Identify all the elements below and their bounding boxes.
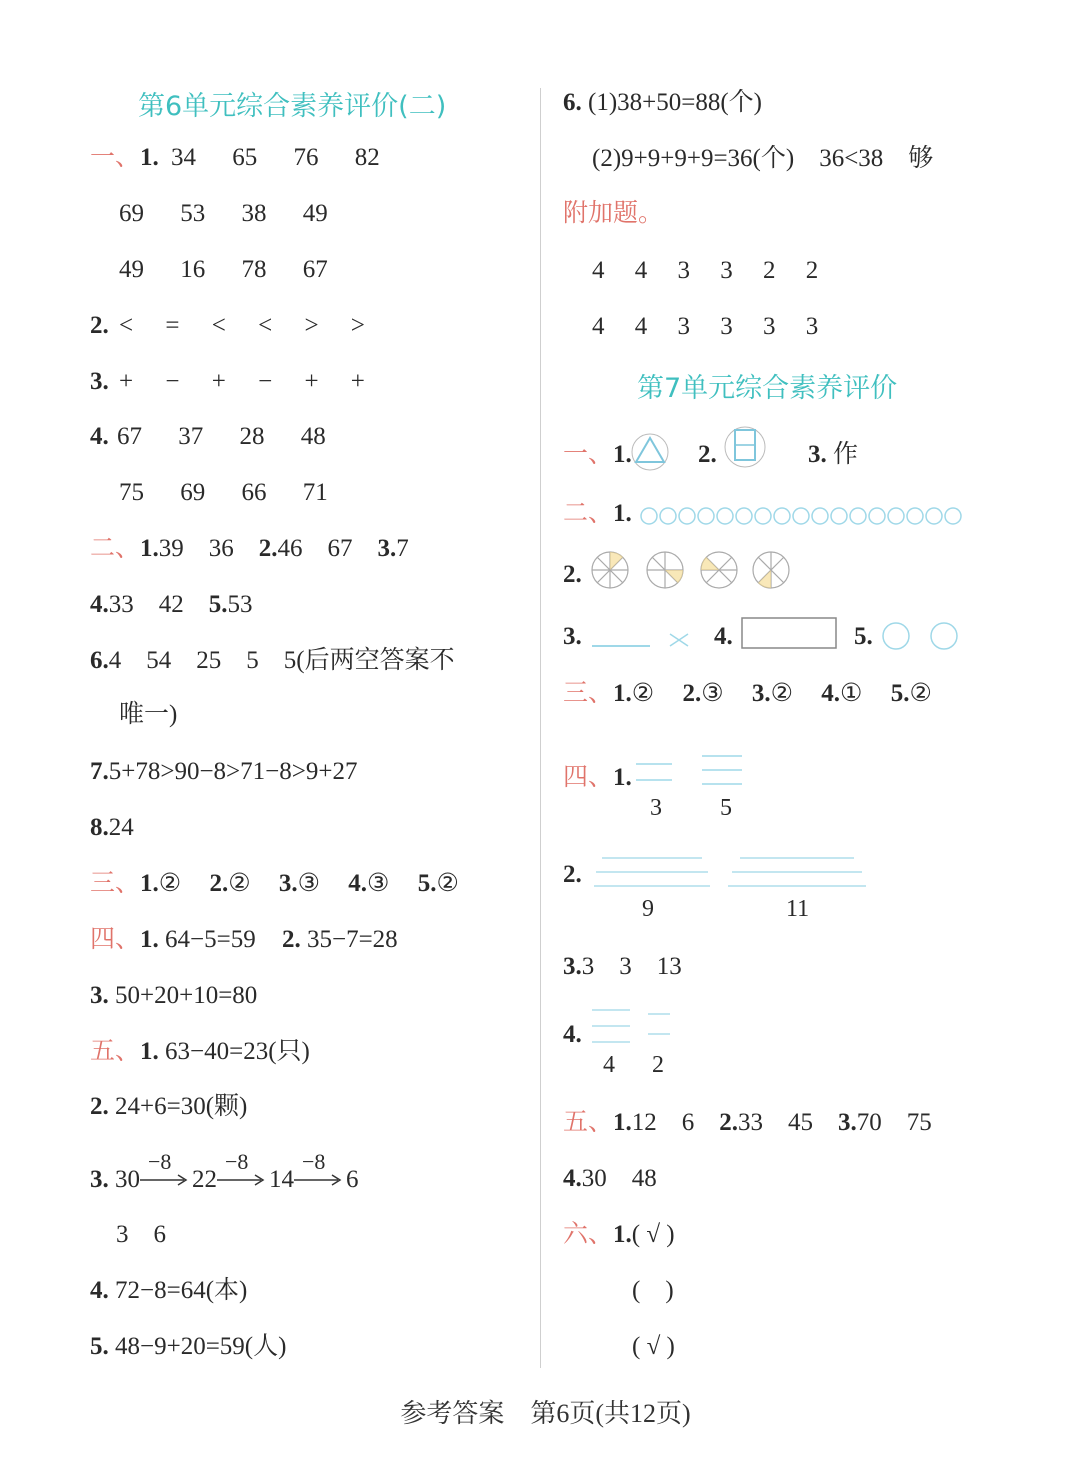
answer-value: 49 <box>302 200 328 227</box>
question-number: 1. <box>613 680 632 707</box>
figure-caption: 5 <box>720 795 732 821</box>
section-label: 五、 <box>90 1038 141 1065</box>
answer-value: 82 <box>354 144 380 171</box>
question-number: 3. <box>278 870 298 897</box>
question-number: 4. <box>563 1165 582 1192</box>
left-s5-q1 <box>90 1037 310 1067</box>
question-number: 4. <box>90 1277 109 1304</box>
answer-value: ② <box>228 870 251 897</box>
answer-value: 72−8=64(本) <box>115 1277 248 1304</box>
answer-value: 35−7=28 <box>306 926 398 953</box>
right-s6-row3: ( √ ) <box>632 1333 675 1360</box>
answer-value: 22 <box>192 1166 217 1193</box>
sketch-figure <box>632 750 752 790</box>
answer-value: = <box>165 312 180 339</box>
answer-value: 39 36 <box>158 535 234 562</box>
bonus-row1 <box>592 256 818 286</box>
answer-value: 3 <box>805 313 819 340</box>
answer-value: 16 <box>180 256 206 283</box>
answer-value: ( √ ) <box>631 1221 675 1248</box>
question-number: 4. <box>714 623 733 650</box>
circle-pair-figure <box>880 620 962 652</box>
left-s1-q4-row2 <box>119 478 328 508</box>
left-s2-q7 <box>90 757 357 787</box>
question-number: 1. <box>613 764 632 791</box>
left-s1-q1-row1 <box>90 143 380 173</box>
figure-caption: 2 <box>652 1052 664 1078</box>
answer-value: 4 54 25 5 5(后两空答案不 <box>108 647 455 674</box>
arrow-icon <box>217 1149 269 1193</box>
step-label: −8 <box>302 1149 326 1175</box>
left-s2-q6 <box>90 646 455 676</box>
right-s6-row2: ( ) <box>632 1277 674 1304</box>
answer-value: < <box>211 312 226 339</box>
right-s4-q1 <box>563 763 632 793</box>
answer-value: 64−5=59 <box>165 926 256 953</box>
question-number: 5. <box>854 623 873 650</box>
arrow-icon <box>140 1149 192 1193</box>
answer-value: 3 <box>720 257 733 284</box>
right-s1-row <box>563 440 632 470</box>
left-s2-row2 <box>90 590 253 620</box>
answer-value: 67 <box>117 423 142 450</box>
question-number: 1. <box>140 535 159 562</box>
answer-value: 71 <box>302 479 328 506</box>
answer-value: 53 <box>227 591 253 618</box>
right-q6-2: (2)9+9+9+9=36(个) 36<38 够 <box>592 145 934 172</box>
question-number: 1. <box>613 500 632 527</box>
answer-value: > <box>304 312 319 339</box>
question-number: 1. <box>140 870 159 897</box>
answer-value: + <box>304 368 319 395</box>
step-label: −8 <box>225 1149 249 1175</box>
right-s5-row1 <box>563 1108 932 1138</box>
answer-value: > <box>350 312 365 339</box>
triangle-figure <box>630 432 670 472</box>
answer-value: 3 <box>720 313 733 340</box>
figure-caption: 9 <box>642 896 654 922</box>
question-number: 3. <box>808 441 827 468</box>
answer-value: + <box>119 368 134 395</box>
page-footer: 参考答案 第6页(共12页) <box>400 1399 691 1428</box>
question-number: 1. <box>140 1038 159 1065</box>
answer-value: 33 45 <box>738 1109 814 1136</box>
section-label: 三、 <box>90 870 141 897</box>
answer-value: 4 <box>592 313 605 340</box>
left-s3-row <box>90 869 459 899</box>
section-label: 一、 <box>90 144 141 171</box>
left-section-title: 第6单元综合素养评价(二) <box>138 91 447 122</box>
answer-value: 69 <box>180 479 206 506</box>
left-s1-q1-row2 <box>119 199 328 229</box>
question-number: 8. <box>90 814 109 841</box>
answer-value: 65 <box>232 144 258 171</box>
answer-value: 作 <box>833 441 859 468</box>
left-s1-q3 <box>90 367 365 397</box>
answer-value: 5+78>90−8>71−8>9+27 <box>108 758 358 785</box>
question-number: 5. <box>208 591 228 618</box>
left-s4-row1 <box>90 925 398 955</box>
answer-value: (1)38+50=88(个) <box>588 89 762 116</box>
figure-caption: 3 <box>650 795 662 821</box>
left-s5-q3-sub: 3 6 <box>116 1221 166 1248</box>
rectangle-figure <box>740 616 840 652</box>
question-number: 2. <box>258 535 278 562</box>
left-s5-q4 <box>90 1276 247 1306</box>
right-s4-q3 <box>563 952 682 982</box>
question-number: 3. <box>377 535 397 562</box>
answer-value: 4 <box>634 313 648 340</box>
right-q6-1 <box>563 88 762 118</box>
question-number: 2. <box>698 441 717 468</box>
answer-value: 4 <box>634 257 648 284</box>
column-divider <box>540 88 541 1368</box>
bonus-label: 附加题。 <box>563 200 664 227</box>
answer-value: ② <box>909 680 932 707</box>
question-number: 4. <box>563 1021 582 1048</box>
question-number: 4. <box>90 591 109 618</box>
answer-value: + <box>350 368 365 395</box>
question-number: 3. <box>90 368 109 395</box>
answer-value: 3 <box>677 257 690 284</box>
answer-value: 24 <box>108 814 134 841</box>
question-number: 3. <box>90 1166 109 1193</box>
answer-value: ② <box>770 680 794 707</box>
question-number: 2. <box>719 1109 739 1136</box>
answer-value: 34 <box>171 144 197 171</box>
answer-value: 66 <box>241 479 267 506</box>
answer-value: 67 <box>302 256 328 283</box>
answer-value: 76 <box>293 144 319 171</box>
answer-value: ① <box>840 680 863 707</box>
answer-value: < <box>119 312 134 339</box>
section-label: 一、 <box>563 441 614 468</box>
answer-value: 33 42 <box>108 591 184 618</box>
question-number: 3. <box>563 623 582 650</box>
answer-value: ② <box>158 870 182 897</box>
answer-value: 28 <box>239 423 265 450</box>
question-number: 3. <box>90 982 109 1009</box>
section-label: 六、 <box>563 1221 614 1248</box>
question-number: 3. <box>838 1109 857 1136</box>
answer-value: 6 <box>346 1166 359 1193</box>
answer-value: + <box>211 368 226 395</box>
answer-value: 2 <box>805 257 819 284</box>
section-label: 三、 <box>563 680 614 707</box>
bonus-row2 <box>592 312 818 342</box>
section-label: 四、 <box>563 764 614 791</box>
question-number: 3. <box>751 680 771 707</box>
question-number: 5. <box>890 680 910 707</box>
left-s4-q3 <box>90 981 257 1011</box>
question-number: 1. <box>613 1221 632 1248</box>
question-number: 1. <box>613 441 632 468</box>
section-label: 五、 <box>563 1109 614 1136</box>
answer-value: 4 <box>592 257 605 284</box>
question-number: 2. <box>90 312 109 339</box>
question-number: 5. <box>417 870 437 897</box>
left-s5-q3-chain <box>90 1149 359 1195</box>
right-s5-q4 <box>563 1164 657 1194</box>
section-label: 二、 <box>563 500 614 527</box>
question-number: 1. <box>140 144 159 171</box>
question-number: 6. <box>563 89 582 116</box>
question-number: 3. <box>563 953 582 980</box>
answer-value: < <box>258 312 273 339</box>
answer-value: 48−9+20=59(人) <box>115 1333 287 1360</box>
question-number: 2. <box>563 561 582 588</box>
answer-value: 48 <box>300 423 326 450</box>
question-number: 2. <box>209 870 229 897</box>
answer-value: 3 <box>763 313 776 340</box>
right-s6-row1 <box>563 1220 675 1250</box>
right-s1-q3 <box>808 440 858 470</box>
question-number: 6. <box>90 647 109 674</box>
shape-figure <box>722 424 768 470</box>
answer-value: 38 <box>241 200 267 227</box>
answer-value: 63−40=23(只) <box>165 1038 310 1065</box>
answer-value: − <box>258 368 273 395</box>
step-label: −8 <box>148 1149 172 1175</box>
answer-value: ③ <box>367 870 390 897</box>
right-s3-row <box>563 679 932 709</box>
answer-value: 14 <box>269 1166 294 1193</box>
answer-value: 2 <box>763 257 776 284</box>
arrow-icon <box>294 1149 346 1193</box>
answer-value: 78 <box>241 256 267 283</box>
question-number: 5. <box>90 1333 109 1360</box>
left-s1-q2 <box>90 311 365 341</box>
answer-value: 46 67 <box>277 535 353 562</box>
answer-value: 49 <box>119 256 144 283</box>
question-number: 4. <box>348 870 368 897</box>
answer-value: 69 <box>119 200 144 227</box>
left-s5-q2 <box>90 1092 247 1122</box>
answer-value: 3 <box>677 313 690 340</box>
answer-value: ③ <box>297 870 321 897</box>
answer-value: 30 <box>115 1166 140 1193</box>
question-number: 2. <box>563 861 582 888</box>
answer-value: 30 48 <box>581 1165 657 1192</box>
sketch-figure <box>590 1004 680 1050</box>
left-s1-q4-row1 <box>90 422 326 452</box>
section-label: 二、 <box>90 535 141 562</box>
answer-value: ③ <box>701 680 724 707</box>
question-number: 2. <box>682 680 702 707</box>
question-number: 1. <box>613 1109 632 1136</box>
answer-value: 75 <box>119 479 144 506</box>
answer-value: ② <box>436 870 459 897</box>
figure-caption: 4 <box>603 1052 615 1078</box>
sketch-figure <box>592 850 872 892</box>
left-s2-q8 <box>90 813 134 843</box>
answer-value: 53 <box>180 200 206 227</box>
answer-value: 7 <box>396 535 409 562</box>
question-number: 2. <box>90 1093 109 1120</box>
answer-value: − <box>165 368 180 395</box>
answer-value: 3 3 13 <box>581 953 682 980</box>
answer-value: 70 75 <box>856 1109 932 1136</box>
answer-value: 24+6=30(颗) <box>115 1093 248 1120</box>
question-number: 4. <box>90 423 109 450</box>
answer-value: 12 6 <box>631 1109 695 1136</box>
figure-caption: 11 <box>786 896 810 922</box>
question-number: 4. <box>821 680 841 707</box>
question-number: 1. <box>140 926 159 953</box>
right-s2-q1 <box>563 499 632 529</box>
question-number: 2. <box>281 926 301 953</box>
left-s2-row1 <box>90 534 409 564</box>
section-label: 四、 <box>90 926 141 953</box>
right-section-title: 第7单元综合素养评价 <box>637 373 898 404</box>
answer-value: 37 <box>178 423 204 450</box>
circles-row-figure <box>638 505 974 527</box>
answer-value: ② <box>631 680 655 707</box>
left-s5-q5 <box>90 1332 286 1362</box>
question-number: 7. <box>90 758 109 785</box>
line-figure <box>592 628 702 652</box>
divided-circles-figure <box>590 550 800 592</box>
left-s2-q6-cont: 唯一) <box>119 701 178 728</box>
left-s1-q1-row3 <box>119 255 328 285</box>
answer-value: 50+20+10=80 <box>115 982 258 1009</box>
